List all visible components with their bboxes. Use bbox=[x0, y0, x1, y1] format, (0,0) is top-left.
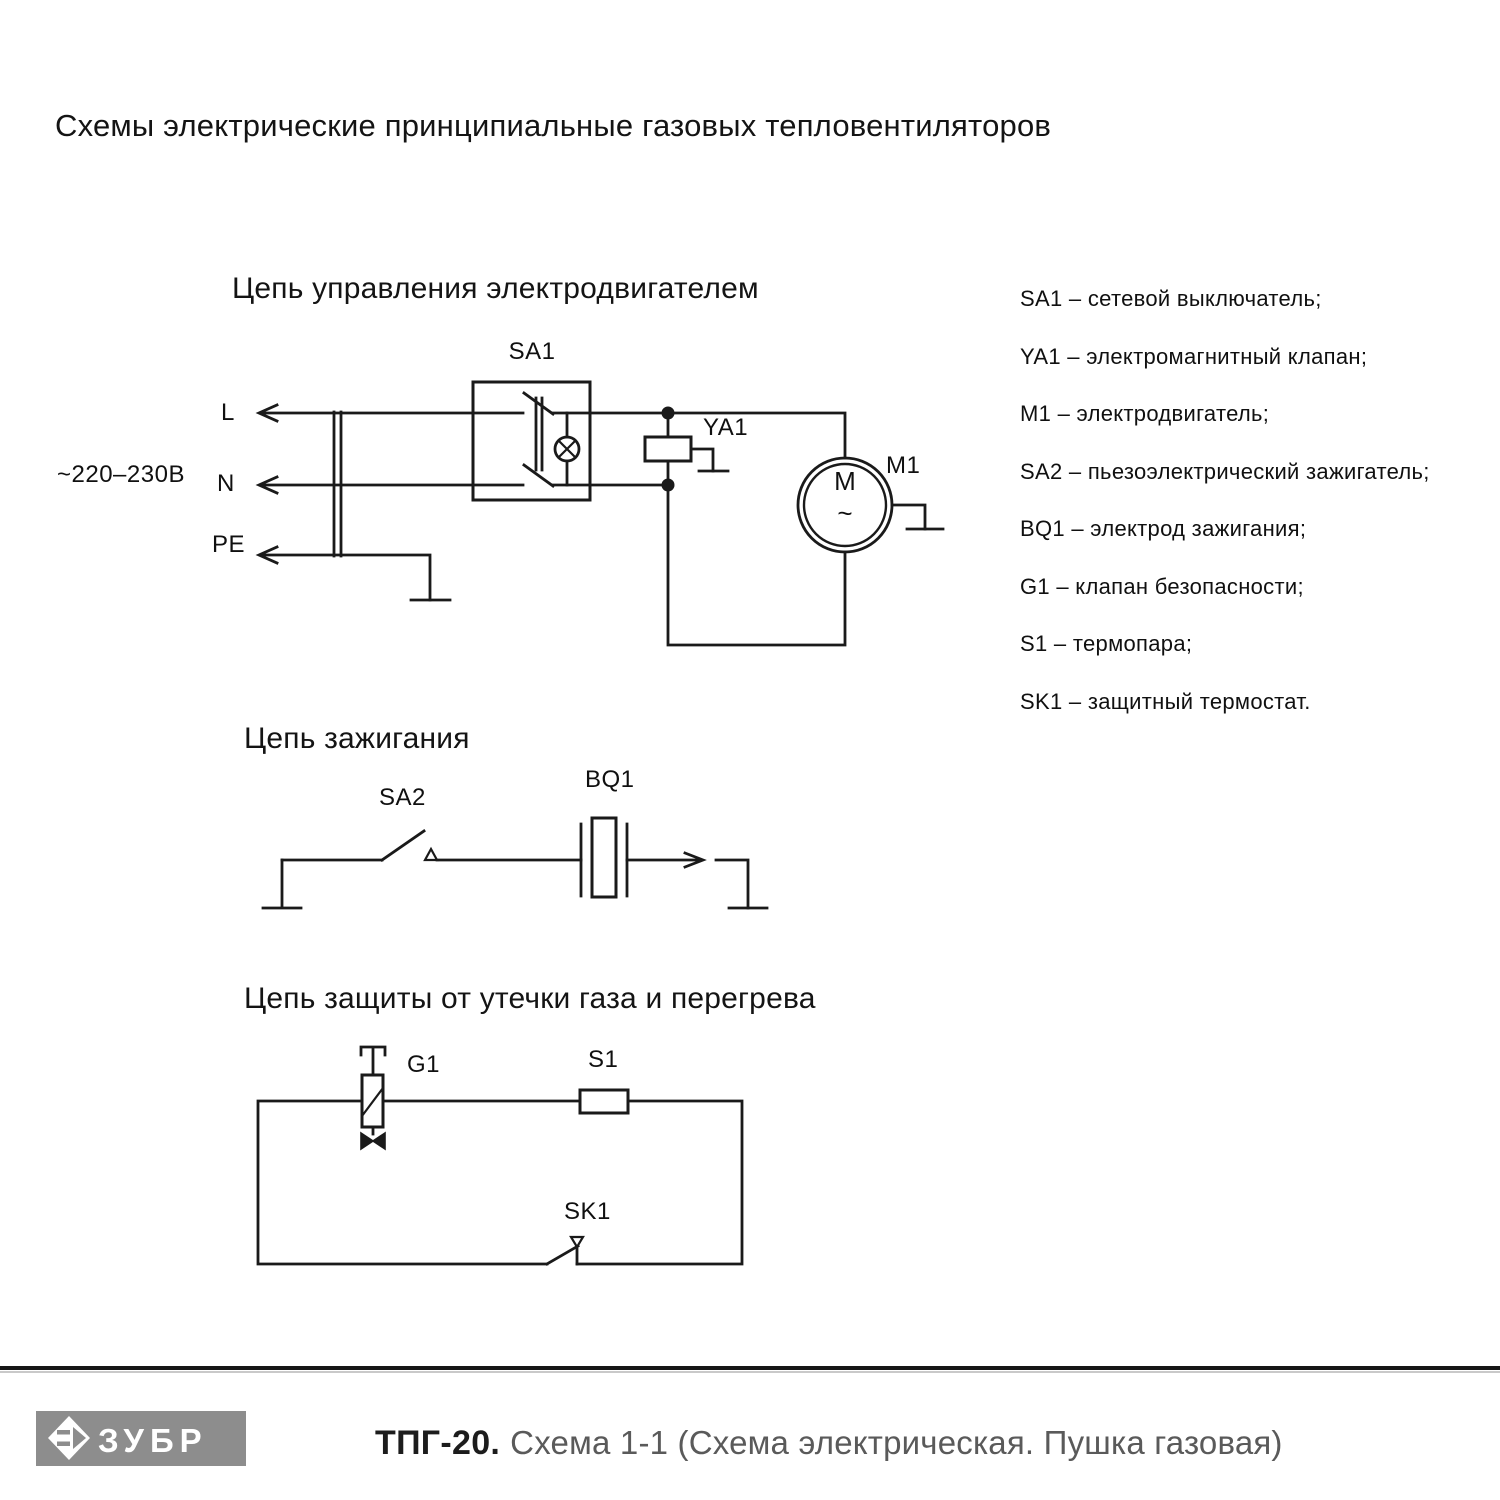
protection-schematic bbox=[258, 1047, 742, 1264]
junction-dot bbox=[662, 407, 675, 420]
m1-motor-icon bbox=[798, 458, 943, 552]
motor-symbol-ac: ~ bbox=[837, 498, 853, 528]
component-label-s1: S1 bbox=[588, 1046, 619, 1073]
legend bbox=[1020, 288, 1430, 748]
legend-item-sk1: SK1 – защитный термостат. bbox=[1020, 688, 1311, 714]
voltage-label: ~220–230В bbox=[57, 461, 185, 488]
cable-double-line bbox=[334, 412, 341, 556]
component-label-g1: G1 bbox=[407, 1051, 441, 1078]
motor-symbol-m: M bbox=[834, 466, 856, 496]
sa1-linkage bbox=[536, 398, 542, 470]
heading-ignition-circuit: Цепь зажигания bbox=[244, 722, 470, 755]
brand-logo bbox=[36, 1411, 246, 1466]
ground-symbol-left-icon bbox=[263, 860, 301, 908]
legend-item-s1: S1 – термопара; bbox=[1020, 631, 1193, 656]
junction-dot bbox=[662, 479, 675, 492]
footer-caption bbox=[375, 1421, 1283, 1465]
wire-label-n: N bbox=[217, 470, 235, 497]
footer-model: ТПГ-20. bbox=[375, 1423, 501, 1462]
arrow-right-spark-icon bbox=[627, 853, 703, 867]
page-title: Схемы электрические принципиальные газовых тепловентиляторов bbox=[55, 108, 1052, 143]
footer-separator bbox=[0, 1366, 1500, 1370]
component-label-sa2: SA2 bbox=[379, 784, 426, 811]
component-label-ya1: YA1 bbox=[703, 414, 749, 441]
brand-name: ЗУБР bbox=[98, 1422, 208, 1459]
legend-item-bq1: BQ1 – электрод зажигания; bbox=[1020, 516, 1307, 541]
sa2-blade bbox=[382, 831, 424, 860]
footer-description: Схема 1-1 (Схема электрическая. Пушка газовая) bbox=[510, 1424, 1283, 1461]
legend-item-m1: M1 – электродвигатель; bbox=[1020, 401, 1270, 426]
legend-item-sa2: SA2 – пьезоэлектрический зажигатель; bbox=[1020, 458, 1430, 484]
sa2-contact-icon bbox=[425, 849, 437, 860]
heading-motor-control-circuit: Цепь управления электродвигателем bbox=[232, 272, 759, 305]
legend-item-g1: G1 – клапан безопасности; bbox=[1020, 573, 1304, 599]
indicator-lamp-icon bbox=[555, 413, 579, 485]
footer-separator-shadow bbox=[0, 1371, 1500, 1373]
wire-label-l: L bbox=[221, 399, 235, 426]
g1-valve-icon bbox=[361, 1047, 385, 1149]
arrow-left-l-icon bbox=[259, 405, 523, 421]
sa1-blade-n bbox=[524, 465, 553, 486]
legend-item-ya1: YA1 – электромагнитный клапан; bbox=[1020, 343, 1368, 369]
brand-logo-icon bbox=[36, 1411, 96, 1466]
sk1-contact-icon bbox=[547, 1237, 583, 1264]
sa1-switch-box bbox=[473, 382, 590, 500]
arrow-left-pe-icon bbox=[259, 547, 430, 600]
ignition-schematic bbox=[263, 818, 767, 908]
arrow-left-n-icon bbox=[259, 477, 523, 493]
s1-thermocouple-icon bbox=[580, 1090, 628, 1113]
component-label-m1: M1 bbox=[886, 452, 921, 479]
heading-protection-circuit: Цепь защиты от утечки газа и перегрева bbox=[244, 982, 816, 1015]
sa1-blade-l bbox=[524, 393, 553, 414]
component-label-bq1: BQ1 bbox=[585, 766, 635, 793]
component-label-sa1: SA1 bbox=[508, 338, 556, 365]
bq1-electrode-icon bbox=[581, 818, 627, 897]
legend-item-sa1: SA1 – сетевой выключатель; bbox=[1020, 286, 1322, 311]
wire-label-pe: PE bbox=[212, 531, 246, 558]
component-label-sk1: SK1 bbox=[564, 1198, 611, 1225]
